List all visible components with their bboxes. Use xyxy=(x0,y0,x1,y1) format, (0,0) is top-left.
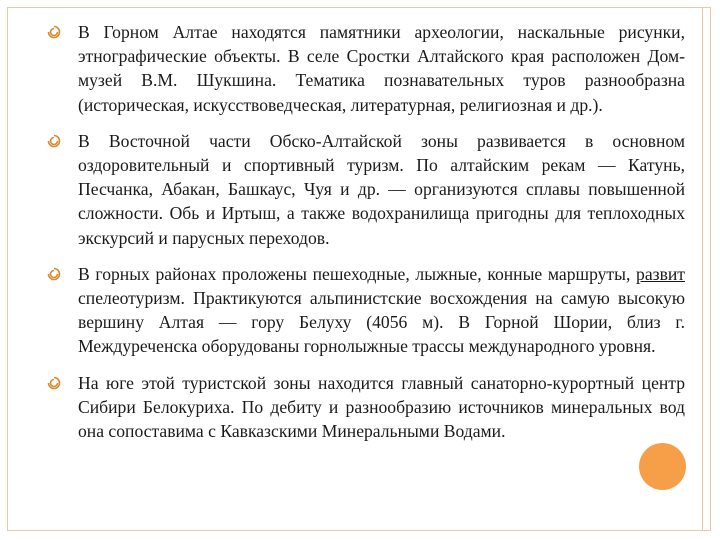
bullet-text-3 xyxy=(78,262,685,359)
bullet-text-3-start: В горных районах проложены пешеходные, лыжные, конные маршруты, xyxy=(78,263,637,284)
slide-right-rule xyxy=(702,7,703,531)
bullet-item-2 xyxy=(47,129,685,250)
decorative-bullet-icon xyxy=(47,376,61,390)
bullet-item-4 xyxy=(47,371,685,444)
bullet-item-1 xyxy=(47,20,685,117)
decorative-bullet-icon xyxy=(47,25,61,39)
bullet-item-3 xyxy=(47,262,685,359)
underlined-word: развит xyxy=(636,263,685,284)
decorative-bullet-icon xyxy=(47,267,61,281)
bullet-text-4: На юге этой туристской зоны находится главный санаторно-курортный центр Сибири Белокуриха. По дебиту и разнообразию источников минеральных вод она сопоставима с Кавказскими Минеральными Водами. xyxy=(78,372,685,442)
bullet-text-1: В Горном Алтае находятся памятники археологии, наскальные рисунки, этнографические объекты. В селе Сростки Алтайского края расположен Дом-музей В.М. Шукшина. Тематика познавательных туров разнообразна (историческая, искусствоведческая, литературная, религиозная и др.). xyxy=(78,22,685,115)
bullet-text-3-end: спелеотуризм. Практикуются альпинистские восхождения на самую высокую вершину Алтая — гору Белуху (4056 м). В Горной Шории, близ г. Междуреченска оборудованы горнолыжные трассы международного уровня. xyxy=(78,288,685,357)
slide-content xyxy=(47,20,685,455)
bullet-text-2: В Восточной части Обско-Алтайской зоны развивается в основном оздоровительный и спортивный туризм. По алтайским рекам — Катунь, Песчанка, Абакан, Башкаус, Чуя и др. — организуются сплавы повышенной сложности. Обь и Иртыш, а также водохранилища пригодны для теплоходных экскурсий и парусных переходов. xyxy=(78,130,685,248)
decorative-bullet-icon xyxy=(47,134,61,148)
